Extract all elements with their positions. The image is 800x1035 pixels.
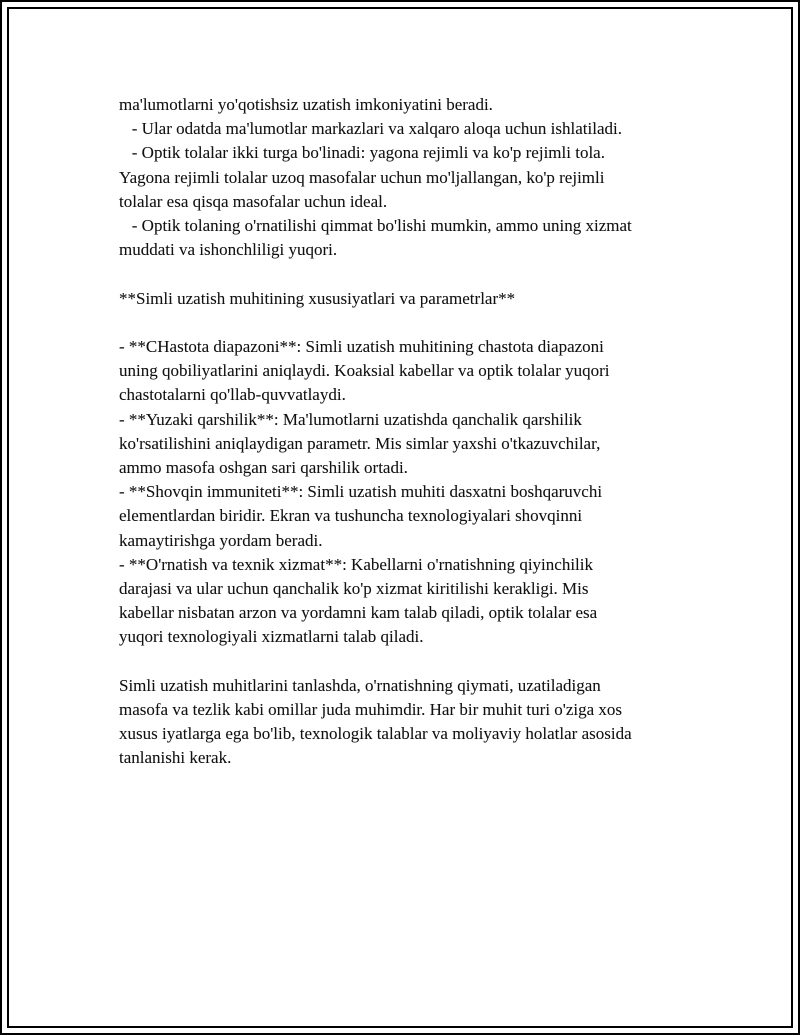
text-line: xusus iyatlarga ega bo'lib, texnologik talablar va moliyaviy holatlar asosida [119, 724, 632, 744]
text-line: - Optik tolalar ikki turga bo'linadi: yagona rejimli va ko'p rejimli tola. [119, 143, 605, 163]
text-line: yuqori texnologiyali xizmatlarni talab qiladi. [119, 627, 424, 647]
text-line: tolalar esa qisqa masofalar uchun ideal. [119, 191, 388, 211]
text-line: - Ular odatda ma'lumotlar markazlari va xalqaro aloqa uchun ishlatiladi. [119, 119, 622, 139]
text-line: masofa va tezlik kabi omillar juda muhimdir. Har bir muhit turi o'ziga xos [119, 700, 623, 720]
document-body [119, 93, 699, 771]
text-line: - Optik tolaning o'rnatilishi qimmat bo'lishi mumkin, ammo uning xizmat [119, 216, 632, 236]
paragraph-gap [119, 650, 699, 674]
text-line: darajasi va ular uchun qanchalik ko'p xizmat kiritilishi kerakligi. Mis [119, 579, 589, 599]
text-line: - **Yuzaki qarshilik**: Ma'lumotlarni uzatishda qanchalik qarshilik [119, 409, 582, 429]
text-line: muddati va ishonchliligi yuqori. [119, 240, 338, 260]
text-line: kamaytirishga yordam beradi. [119, 530, 323, 550]
text-line: ma'lumotlarni yo'qotishsiz uzatish imkoniyatini beradi. [119, 95, 493, 114]
text-line: ko'rsatilishini aniqlaydigan parametr. Mis simlar yaxshi o'tkazuvchilar, [119, 433, 601, 453]
text-line: - **Shovqin immuniteti**: Simli uzatish muhiti dasxatni boshqaruvchi [119, 482, 603, 502]
text-line: Yagona rejimli tolalar uzoq masofalar uchun mo'ljallangan, ko'p rejimli [119, 167, 605, 187]
section-heading: **Simli uzatish muhitining xususiyatlari va parametrlar** [119, 288, 516, 308]
text-line: - **O'rnatish va texnik xizmat**: Kabellarni o'rnatishning qiyinchilik [119, 554, 593, 574]
paragraph-gap [119, 262, 699, 286]
text-line: chastotalarni qo'llab-quvvatlaydi. [119, 385, 346, 405]
text-line: - **CHastota diapazoni**: Simli uzatish muhitining chastota diapazoni [119, 337, 604, 356]
text-line: tanlanishi kerak. [119, 748, 232, 768]
text-line: Simli uzatish muhitlarini tanlashda, o'rnatishning qiymati, uzatiladigan [119, 675, 601, 695]
paragraph-gap [119, 311, 699, 335]
text-line: uning qobiliyatlarini aniqlaydi. Koaksial kabellar va optik tolalar yuqori [119, 361, 610, 381]
text-line: elementlardan biridir. Ekran va tushuncha texnologiyalari shovqinni [119, 506, 583, 526]
text-line: kabellar nisbatan arzon va yordamni kam talab qiladi, optik tolalar esa [119, 603, 598, 623]
text-line: ammo masofa oshgan sari qarshilik ortadi. [119, 458, 408, 478]
